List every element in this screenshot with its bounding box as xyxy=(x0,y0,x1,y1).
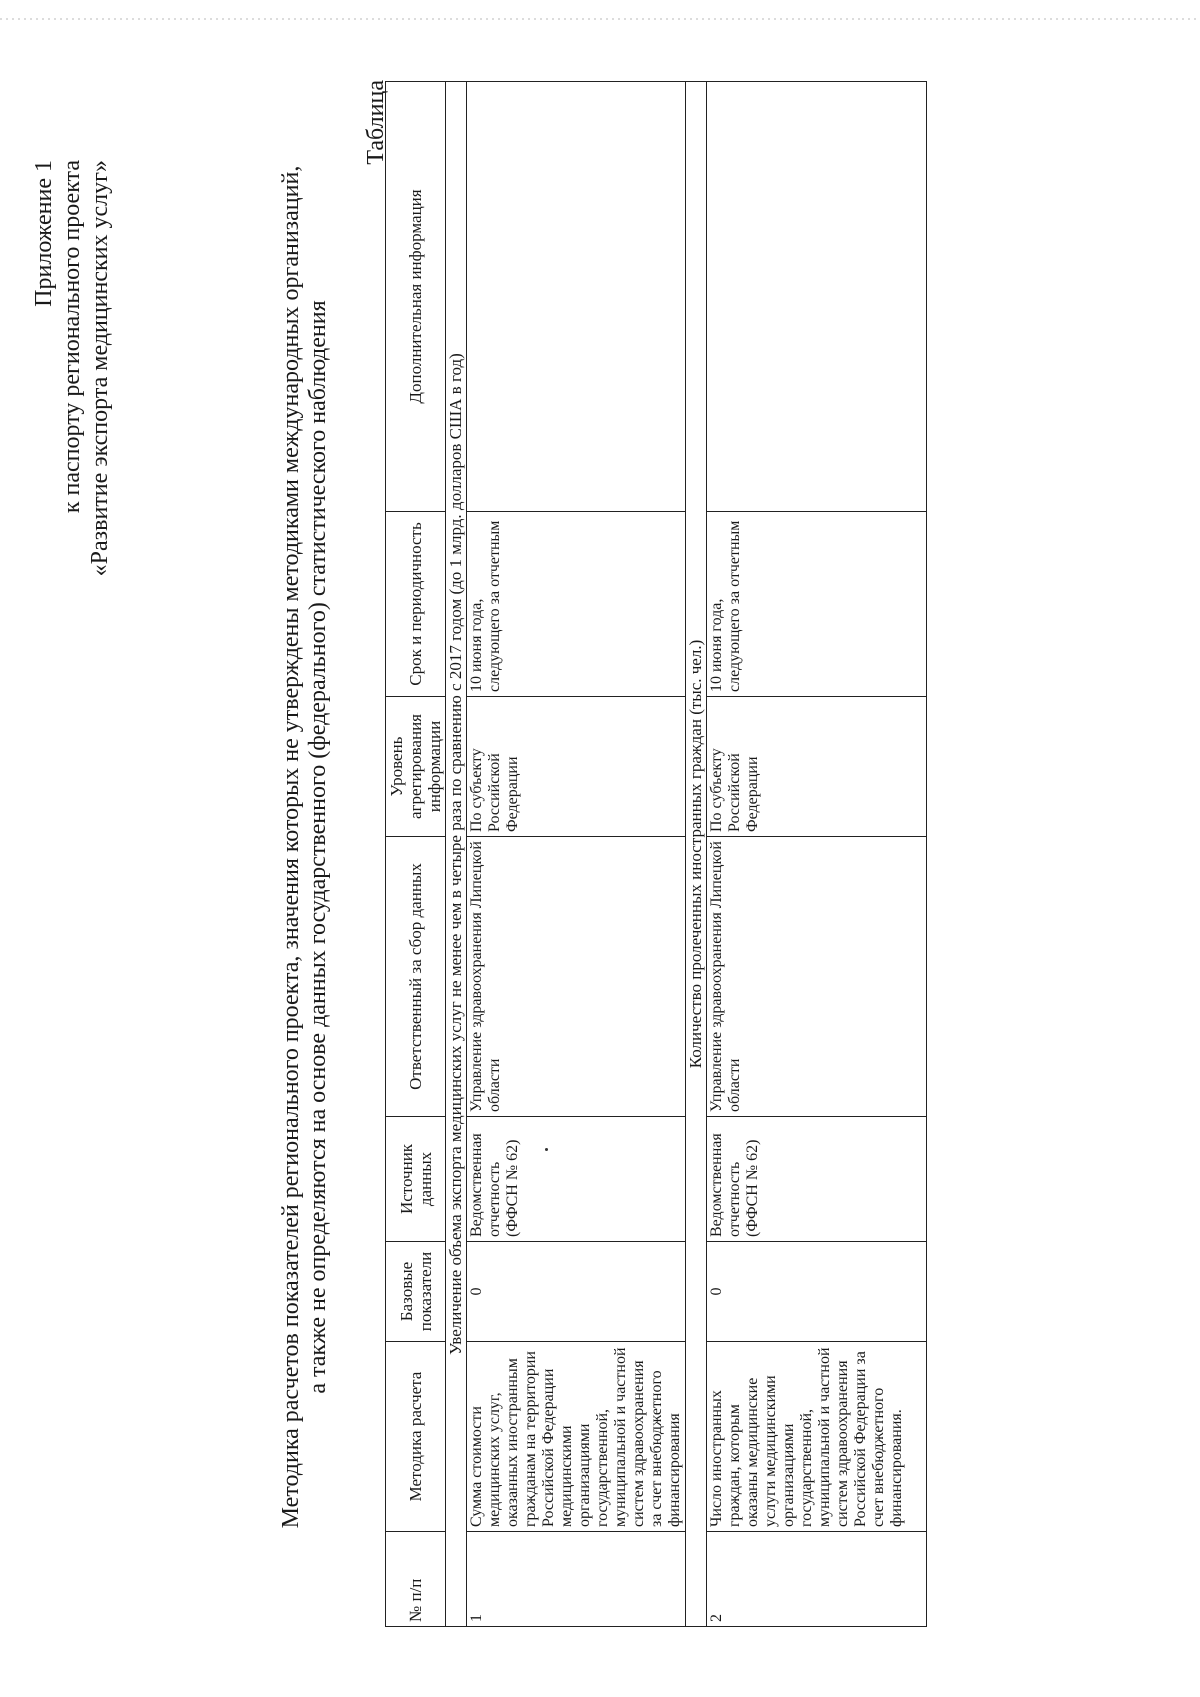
header-level: Уровень агрегирования информации xyxy=(386,697,446,837)
row2-source: Ведомственная отчетность (ФФСН № 62) xyxy=(707,1117,927,1242)
row1-level: По субъекту Российской Федерации xyxy=(467,697,686,837)
section-title-row-1 xyxy=(446,82,467,1627)
row2-num: 2 xyxy=(707,1532,927,1627)
table-label: Таблица xyxy=(363,80,389,165)
table-row-1 xyxy=(467,82,686,1627)
header-num: № п/п xyxy=(386,1532,446,1627)
row1-source: Ведомственная отчетность (ФФСН № 62) xyxy=(467,1117,686,1242)
row1-extra xyxy=(467,82,686,512)
section-title-1: Увеличение объема экспорта медицинских услуг не менее чем в четыре раза по сравнению с 2017 годом (до 1 млрд. долларов США в год) xyxy=(446,82,467,1627)
section-title-row-2 xyxy=(686,82,707,1627)
appendix-line-1: Приложение 1 xyxy=(31,160,57,307)
row1-responsible: Управление здравоохранения Липецкой области xyxy=(467,837,686,1117)
header-period: Срок и периодичность xyxy=(386,512,446,697)
row1-base: 0 xyxy=(467,1242,686,1342)
caption-line-1: Методика расчетов показателей регионального проекта, значения которых не утверждены методиками международных организаций, xyxy=(278,165,304,1529)
row2-period: 10 июня года, следующего за отчетным xyxy=(707,512,927,697)
table-row-2 xyxy=(707,82,927,1627)
row2-level: По субъекту Российской Федерации xyxy=(707,697,927,837)
scan-speck xyxy=(545,1148,548,1151)
section-title-2: Количество пролеченных иностранных граждан (тыс. чел.) xyxy=(686,82,707,1627)
row2-base: 0 xyxy=(707,1242,927,1342)
appendix-header xyxy=(30,160,114,760)
row1-method: Сумма стоимости медицинских услуг, оказанных иностранным гражданам на территории Российской Федерации медицинскими организациями государственной, муниципальной и частной систем здравоохранения за счет внебюджетного финансирования xyxy=(467,1342,686,1532)
appendix-line-3: «Развитие экспорта медицинских услуг» xyxy=(87,160,113,577)
indicators-table xyxy=(385,81,927,1627)
row2-responsible: Управление здравоохранения Липецкой области xyxy=(707,837,927,1117)
document-caption xyxy=(278,97,332,1597)
header-extra: Дополнительная информация xyxy=(386,82,446,512)
row2-method: Число иностранных граждан, которым оказаны медицинские услуги медицинскими организациями государственной, муниципальной и частной систем здравоохранения Российской Федерации за счет внебюджетного финансирования. xyxy=(707,1342,927,1532)
header-base: Базовые показатели xyxy=(386,1242,446,1342)
appendix-line-2: к паспорту регионального проекта xyxy=(59,160,85,514)
header-responsible: Ответственный за сбор данных xyxy=(386,837,446,1117)
header-source: Источник данных xyxy=(386,1117,446,1242)
row1-period: 10 июня года, следующего за отчетным xyxy=(467,512,686,697)
row2-extra xyxy=(707,82,927,512)
table-header-row xyxy=(386,82,446,1627)
caption-line-2: а также не определяются на основе данных государственного (федерального) статистического наблюдения xyxy=(305,300,331,1394)
row1-num: 1 xyxy=(467,1532,686,1627)
header-method: Методика расчета xyxy=(386,1342,446,1532)
